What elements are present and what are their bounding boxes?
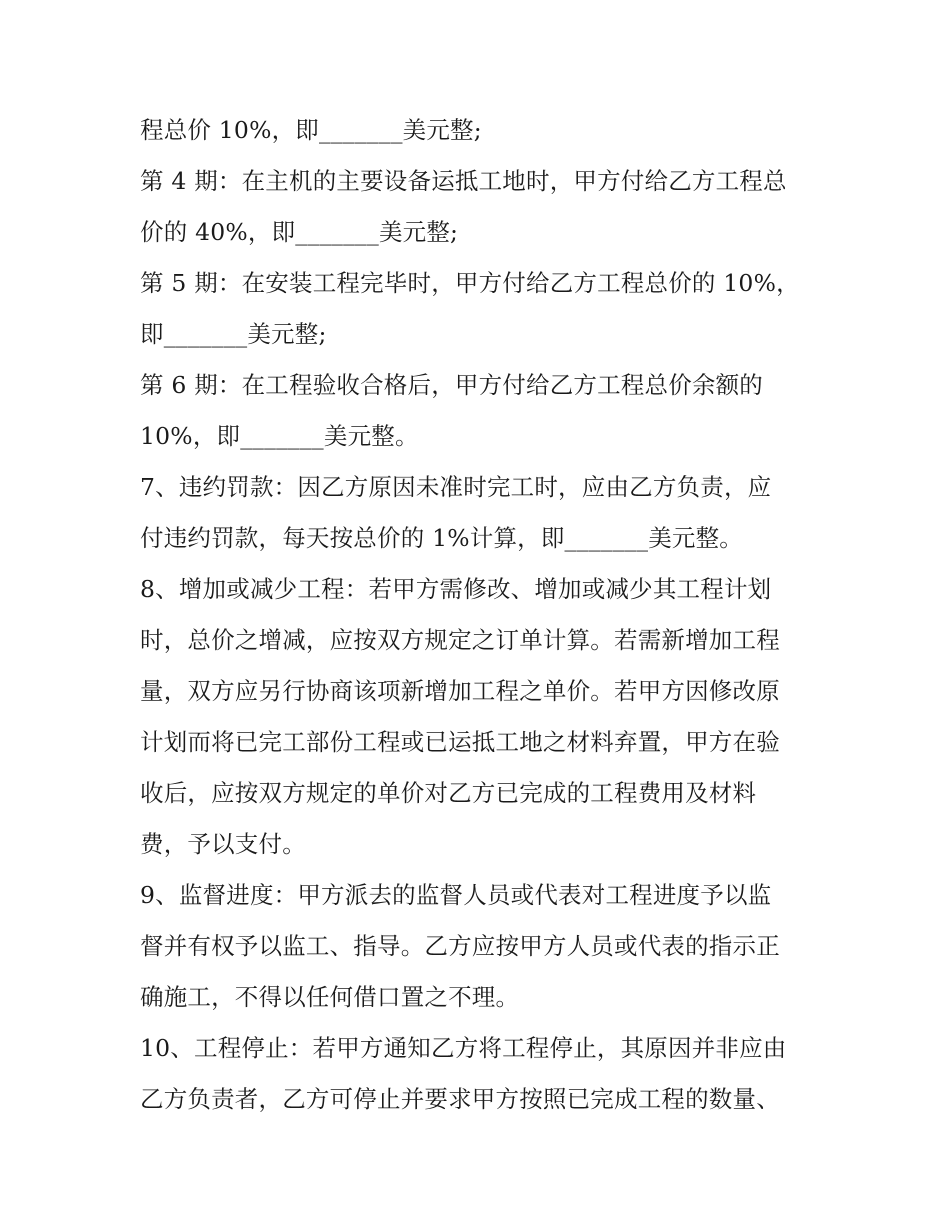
- text-line: 乙方负责者，乙方可停止并要求甲方按照已完成工程的数量、: [140, 1085, 780, 1113]
- text-line: 时，总价之增减，应按双方规定之订单计算。若需新增加工程: [140, 626, 780, 654]
- text-line: 第 6 期：在工程验收合格后，甲方付给乙方工程总价余额的: [140, 371, 763, 399]
- text-line: 第 4 期：在主机的主要设备运抵工地时，甲方付给乙方工程总: [140, 167, 787, 195]
- text-line: 价的 40%，即_______美元整;: [140, 218, 459, 246]
- text-line: 8、增加或减少工程：若甲方需修改、增加或减少其工程计划: [140, 575, 772, 603]
- text-line: 7、违约罚款：因乙方原因未准时完工时，应由乙方负责，应: [140, 473, 772, 501]
- text-line: 第 5 期：在安装工程完毕时，甲方付给乙方工程总价的 10%，: [140, 269, 800, 297]
- text-line: 计划而将已完工部份工程或已运抵工地之材料弃置，甲方在验: [140, 728, 780, 756]
- text-line: 10、工程停止：若甲方通知乙方将工程停止，其原因并非应由: [140, 1034, 787, 1062]
- text-line: 费，予以支付。: [140, 830, 306, 858]
- text-line: 量，双方应另行协商该项新增加工程之单价。若甲方因修改原: [140, 677, 780, 705]
- text-line: 程总价 10%，即_______美元整;: [140, 116, 482, 144]
- text-line: 即_______美元整;: [140, 320, 327, 348]
- text-line: 9、监督进度：甲方派去的监督人员或代表对工程进度予以监: [140, 881, 772, 909]
- contract-text-block: [140, 105, 820, 1125]
- text-line: 付违约罚款，每天按总价的 1%计算，即_______美元整。: [140, 524, 744, 552]
- text-line: 确施工，不得以任何借口置之不理。: [140, 983, 520, 1011]
- text-line: 督并有权予以监工、指导。乙方应按甲方人员或代表的指示正: [140, 932, 780, 960]
- text-line: 10%，即_______美元整。: [140, 422, 419, 450]
- text-line: 收后，应按双方规定的单价对乙方已完成的工程费用及材料: [140, 779, 757, 807]
